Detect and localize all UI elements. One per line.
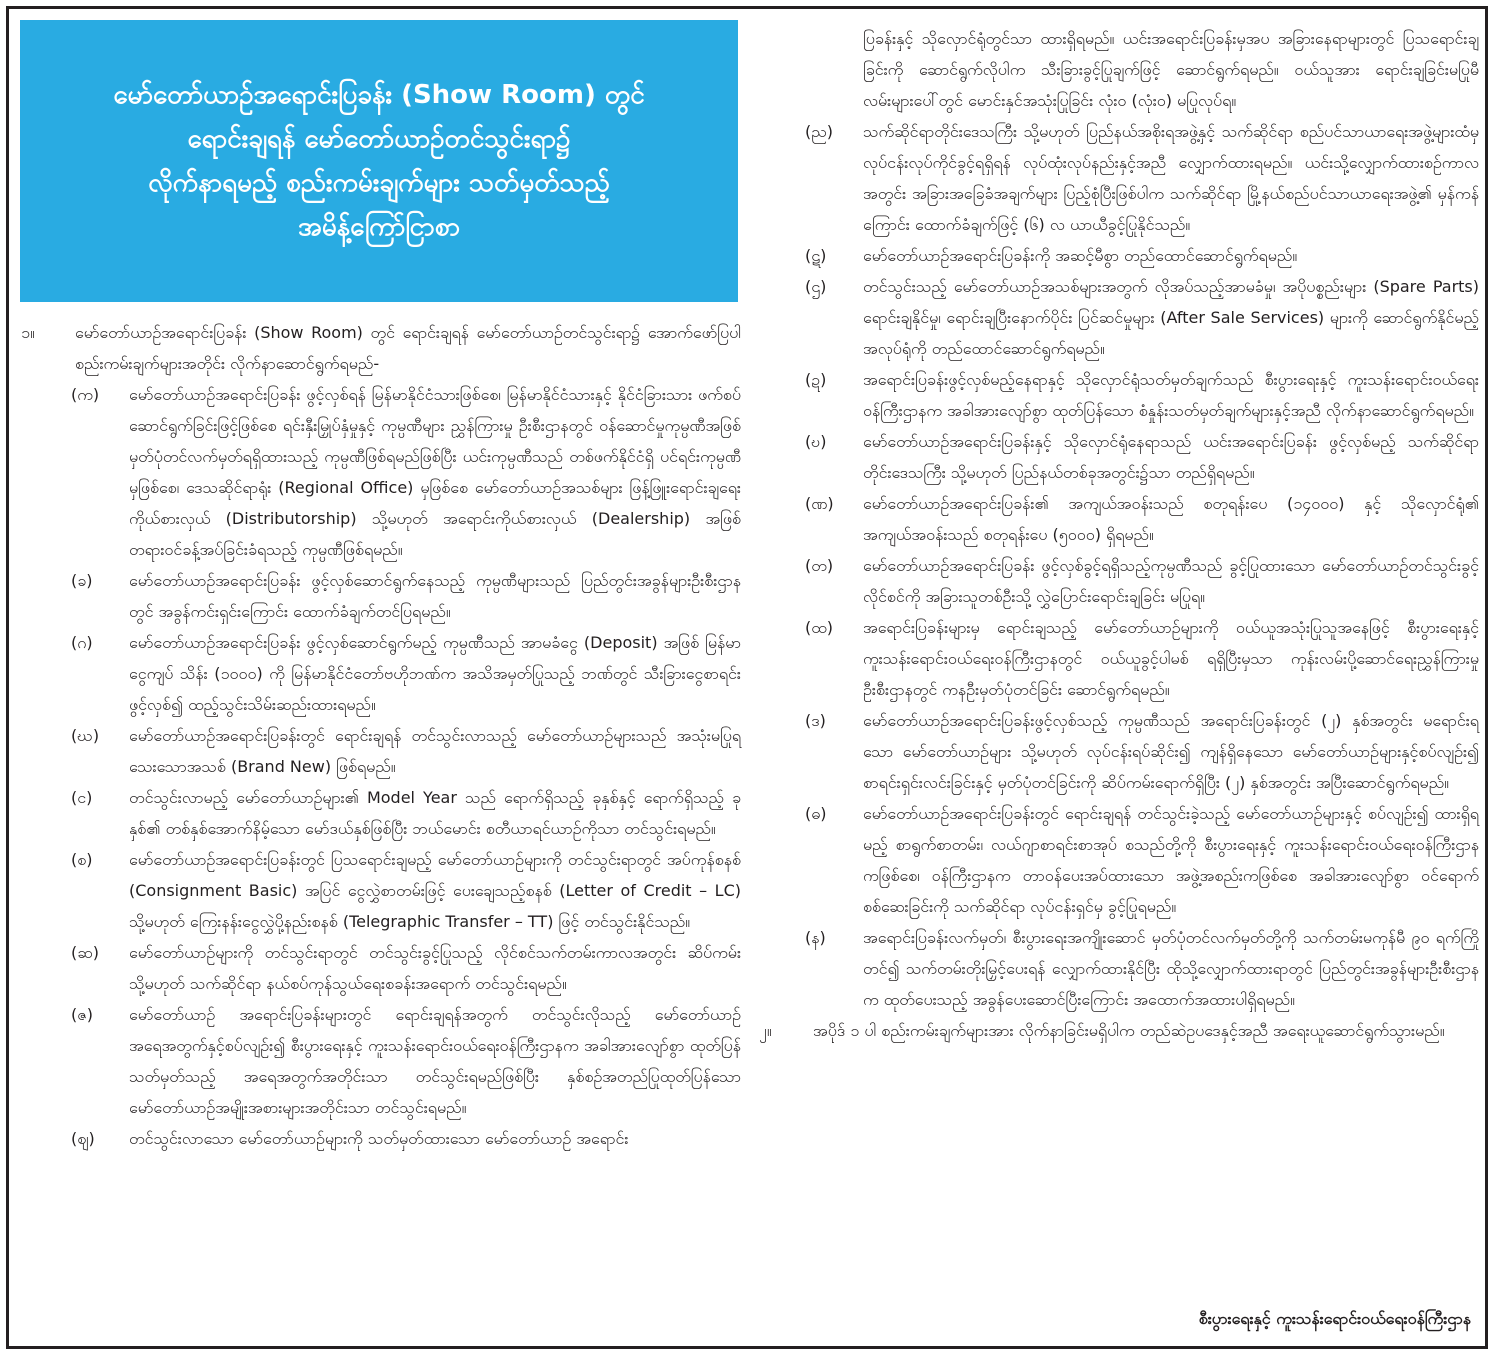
clause-number: (ဓ) [805,804,827,823]
clause-ttha [759,271,1479,364]
paragraph-number: ၂။ [759,1021,772,1040]
paragraph-1 [21,317,741,379]
clause-text: မော်တော်ယာဉ်အရောင်းပြခန်း ဖွင့်လှစ်ခွင့်ရရှိသည့်ကုမ္ပဏီသည် ခွင့်ပြုထားသော မော်တော်ယာဉ်တင်သွင်းခွင့်လိုင်စင်ကို အခြားသူတစ်ဦးသို့ လွှဲပြောင်းရောင်းချခြင်း မပြုရ။ [863,556,1479,606]
clause-number: (ဎ) [805,432,827,451]
clause-dha [759,798,1479,922]
clause-text: တင်သွင်းသည့် မော်တော်ယာဉ်အသစ်များအတွက် လိုအပ်သည့်အာမခံမှု၊ အပိုပစ္စည်းများ (Spare Parts) ရောင်းချနိုင်မှု၊ ရောင်းချပြီးနောက်ပိုင်း ပြင်ဆင်မှုများ (After Sale Services) များကို ဆောင်ရွက်နိုင်မည့် အလုပ်ရုံကို တည်ထောင်ဆောင်ရွက်ရမည်။ [863,277,1479,358]
clause-number: (စ) [71,850,93,869]
clause-text: မော်တော်ယာဉ်အရောင်းပြခန်း ဖွင့်လှစ်ရန် မြန်မာနိုင်ငံသားဖြစ်စေ၊ မြန်မာနိုင်ငံသားနှင့် နိုင်ငံခြားသား ဖက်စပ်ဆောင်ရွက်ခြင်းဖြင့်ဖြစ်စေ ရင်းနှီးမြှုပ်နှံမှုနှင့် ကုမ္ပဏီများ ညွှန်ကြားမှု ဦးစီးဌာနတွင် ဝန်ဆောင်မှုကုမ္ပဏီအဖြစ် မှတ်ပုံတင်လက်မှတ်ရရှိထားသည့် ကုမ္ပဏီဖြစ်ရမည်ဖြစ်ပြီး ယင်းကုမ္ပဏီသည် တစ်ဖက်နိုင်ငံရှိ ပင်ရင်းကုမ္ပဏီမှဖြစ်စေ၊ ဒေသဆိုင်ရာရုံး (Regional Office) မှဖြစ်စေ မော်တော်ယာဉ်အသစ်များ ဖြန့်ဖြူးရောင်းချရေး ကိုယ်စားလှယ် (Distributorship) သို့မဟုတ် အရောင်းကိုယ်စားလှယ် (Dealership) အဖြစ် တရားဝင်ခန့်အပ်ခြင်းခံရသည့် ကုမ္ပဏီဖြစ်ရမည်။ [129,385,741,559]
paragraph-text: အပိုဒ် ၁ ပါ စည်းကမ်းချက်များအား လိုက်နာခြင်းမရှိပါက တည်ဆဲဥပဒေနှင့်အညီ အရေးယူဆောင်ရွက်သွားမည်။ [813,1021,1445,1040]
clause-number: (ဏ) [805,494,834,513]
title-line: အမိန့်ကြော်ငြာစာ [297,212,461,243]
clause-number: (တ) [805,556,834,575]
clause-tta [759,240,1479,271]
clause-da [759,705,1479,798]
clause-ddha [759,426,1479,488]
clause-nna [759,488,1479,550]
clause-text: မော်တော်ယာဉ်အရောင်းပြခန်းတွင် ရောင်းချရန် တင်သွင်းခဲ့သည့် မော်တော်ယာဉ်များနှင့် စပ်လျဉ်း၍ ထားရှိရမည့် စာရွက်စာတမ်း၊ လယ်ဂျာစာရင်းစာအုပ် စသည်တို့ကို စီးပွားရေးနှင့် ကူးသန်းရောင်းဝယ်ရေးဝန်ကြီးဌာနကဖြစ်စေ၊ ဝန်ကြီးဌာနက တာဝန်ပေးအပ်ထားသော အဖွဲ့အစည်းကဖြစ်စေ အခါအားလျော်စွာ ဝင်ရောက်စစ်ဆေးခြင်းကို သက်ဆိုင်ရာ လုပ်ငန်းရှင်မှ ခွင့်ပြုရမည်။ [863,804,1479,916]
clause-nya [759,116,1479,240]
clause-text: မော်တော်ယာဉ်အရောင်းပြခန်းတွင် ရောင်းချရန် တင်သွင်းလာသည့် မော်တော်ယာဉ်များသည် အသုံးမပြုရသေးသောအသစ် (Brand New) ဖြစ်ရမည်။ [129,726,741,776]
clause-ka [21,379,741,565]
paragraph-number: ၁။ [21,323,35,342]
clause-text: မော်တော်ယာဉ်အရောင်းပြခန်းတွင် ပြသရောင်းချမည့် မော်တော်ယာဉ်များကို တင်သွင်းရာတွင် အပ်ကုန်စနစ် (Consignment Basic) အပြင် ငွေလွှဲစာတမ်းဖြင့် ပေးချေသည့်စနစ် (Letter of Credit – LC) သို့မဟုတ် ကြေးနန်းငွေလွှဲပို့နည်းစနစ် (Telegraphic Transfer – TT) ဖြင့် တင်သွင်းနိုင်သည်။ [129,850,741,931]
clause-zha [21,1123,741,1154]
clause-continuation: ပြခန်းနှင့် သိုလှောင်ရုံတွင်သာ ထားရှိရမည်။ ယင်းအရောင်းပြခန်းမှအပ အခြားနေရာများတွင် ပြသရောင်းချခြင်းကို ဆောင်ရွက်လိုပါက သီးခြားခွင့်ပြုချက်ဖြင့် ဆောင်ရွက်ရမည်။ ဝယ်သူအား ရောင်းချခြင်းမပြုမီ လမ်းများပေါ်တွင် မောင်းနှင်အသုံးပြုခြင်း လုံးဝ (လုံးဝ) မပြုလုပ်ရ။ [863,29,1479,110]
right-column [759,23,1479,1046]
clause-number: (ည) [805,122,833,141]
clause-text: တင်သွင်းလာသော မော်တော်ယာဉ်များကို သတ်မှတ်ထားသော မော်တော်ယာဉ် အရောင်း [129,1129,629,1148]
clause-number: (ဇ) [71,1005,93,1024]
clause-nga [21,782,741,844]
clause-text: မော်တော်ယာဉ်အရောင်းပြခန်းဖွင့်လှစ်သည့် ကုမ္ပဏီသည် အရောင်းပြခန်းတွင် (၂) နှစ်အတွင်း မရောင်းရသော မော်တော်ယာဉ်များ သို့မဟုတ် လုပ်ငန်းရပ်ဆိုင်း၍ ကျန်ရှိနေသော မော်တော်ယာဉ်များနှင့်စပ်လျဉ်း၍ စာရင်းရှင်းလင်းခြင်းနှင့် မှတ်ပုံတင်ခြင်းကို ဆိပ်ကမ်းရောက်ရှိပြီး (၂) နှစ်အတွင်း အပြီးဆောင်ရွက်ရမည်။ [863,711,1479,792]
clause-number: (ဍ) [805,370,827,389]
clause-number: (င) [71,788,93,807]
clause-text: မော်တော်ယာဉ်အရောင်းပြခန်းနှင့် သိုလှောင်ရုံနေရာသည် ယင်းအရောင်းပြခန်း ဖွင့်လှစ်မည့် သက်ဆိုင်ရာတိုင်းဒေသကြီး သို့မဟုတ် ပြည်နယ်တစ်ခုအတွင်း၌သာ တည်ရှိရမည်။ [863,432,1479,482]
paragraph-2 [759,1015,1479,1046]
clause-number: (ဋ) [805,246,827,265]
left-column [21,317,741,1154]
title-line: ရောင်းချရန် မော်တော်ယာဉ်တင်သွင်းရာ၌ [187,123,571,154]
clause-text: အရောင်းပြခန်းလက်မှတ်၊ စီးပွားရေးအကျိုးဆောင် မှတ်ပုံတင်လက်မှတ်တို့ကို သက်တမ်းမကုန်မီ ၉၀ ရက်ကြိုတင်၍ သက်တမ်းတိုးမြှင့်ပေးရန် လျှောက်ထားနိုင်ပြီး ထိုသို့လျှောက်ထားရာတွင် ပြည်တွင်းအခွန်များဦးစီးဌာနက ထုတ်ပေးသည့် အခွန်ပေးဆောင်ပြီးကြောင်း အထောက်အထားပါရှိရမည်။ [863,928,1479,1009]
clause-text: အရောင်းပြခန်းများမှ ရောင်းချသည့် မော်တော်ယာဉ်များကို ဝယ်ယူအသုံးပြုသူအနေဖြင့် စီးပွားရေးနှင့် ကူးသန်းရောင်းဝယ်ရေးဝန်ကြီးဌာနတွင် ဝယ်ယူခွင့်ပါမစ် ရရှိပြီးမှသာ ကုန်းလမ်းပို့ဆောင်ရေးညွှန်ကြားမှုဦးစီးဌာနတွင် ကနဦးမှတ်ပုံတင်ခြင်း ဆောင်ရွက်ရမည်။ [863,618,1479,699]
clause-text: တင်သွင်းလာမည့် မော်တော်ယာဉ်များ၏ Model Year သည် ရောက်ရှိသည့် ခုနှစ်နှင့် ရောက်ရှိသည့် ခုနှစ်၏ တစ်နှစ်အောက်နိမ့်သော မော်ဒယ်နှစ်ဖြစ်ပြီး ဘယ်မောင်း စတီယာရင်ယာဉ်ကိုသာ တင်သွင်းရမည်။ [129,788,741,838]
clause-sa [21,844,741,937]
clause-number: (ခ) [71,571,93,590]
clause-ga [21,627,741,720]
paragraph-text: မော်တော်ယာဉ်အရောင်းပြခန်း (Show Room) တွင် ရောင်းချရန် မော်တော်ယာဉ်တင်သွင်းရာ၌ အောက်ဖော်ပြပါ စည်းကမ်းချက်များအတိုင်း လိုက်နာဆောင်ရွက်ရမည်- [75,323,741,373]
title-line: လိုက်နာရမည့် စည်းကမ်းချက်များ သတ်မှတ်သည့် [148,168,610,198]
clause-hta [759,612,1479,705]
clause-text: မော်တော်ယာဉ်များကို တင်သွင်းရာတွင် တင်သွင်းခွင့်ပြုသည့် လိုင်စင်သက်တမ်းကာလအတွင်း ဆိပ်ကမ်း သို့မဟုတ် သက်ဆိုင်ရာ နယ်စပ်ကုန်သွယ်ရေးစခန်းအရောက် တင်သွင်းရမည်။ [129,943,741,993]
clause-number: (ဌ) [805,277,827,296]
clause-text: မော်တော်ယာဉ်အရောင်းပြခန်းကို အဆင့်မီစွာ တည်ထောင်ဆောင်ရွက်ရမည်။ [863,246,1298,265]
clause-text: အရောင်းပြခန်းဖွင့်လှစ်မည့်နေရာနှင့် သိုလှောင်ရုံသတ်မှတ်ချက်သည် စီးပွားရေးနှင့် ကူးသန်းရောင်းဝယ်ရေးဝန်ကြီးဌာနက အခါအားလျော်စွာ ထုတ်ပြန်သော စံနှုန်းသတ်မှတ်ချက်များနှင့်အညီ လိုက်နာဆောင်ရွက်ရမည်။ [863,370,1479,420]
clause-number: (ဃ) [71,726,100,745]
clause-text: မော်တော်ယာဉ်အရောင်းပြခန်း ဖွင့်လှစ်ဆောင်ရွက်နေသည့် ကုမ္ပဏီများသည် ပြည်တွင်းအခွန်များဦးစီးဌာနတွင် အခွန်ကင်းရှင်းကြောင်း ထောက်ခံချက်တင်ပြရမည်။ [129,571,741,621]
clause-number: (ဈ) [71,1129,95,1148]
clause-number: (ဂ) [71,633,93,652]
issuing-ministry: စီးပွားရေးနှင့် ကူးသန်းရောင်းဝယ်ရေးဝန်ကြီးဌာန [1198,1309,1471,1328]
clause-text: မော်တော်ယာဉ် အရောင်းပြခန်းများတွင် ရောင်းချရန်အတွက် တင်သွင်းလိုသည့် မော်တော်ယာဉ်အရေအတွက်နှင့်စပ်လျဉ်း၍ စီးပွားရေးနှင့် ကူးသန်းရောင်းဝယ်ရေးဝန်ကြီးဌာနက အခါအားလျော်စွာ ထုတ်ပြန်သတ်မှတ်သည့် အရေအတွက်အတိုင်းသာ တင်သွင်းရမည်ဖြစ်ပြီး နှစ်စဉ်အတည်ပြုထုတ်ပြန်သော မော်တော်ယာဉ်အမျိုးအစားများအတိုင်းသာ တင်သွင်းရမည်။ [129,1005,741,1117]
clause-gha [21,720,741,782]
title-line: မော်တော်ယာဉ်အရောင်းပြခန်း (Show Room) တွင် [113,79,645,110]
clause-number: (ဆ) [71,943,99,962]
clause-text: သက်ဆိုင်ရာတိုင်းဒေသကြီး သို့မဟုတ် ပြည်နယ်အစိုးရအဖွဲ့နှင့် သက်ဆိုင်ရာ စည်ပင်သာယာရေးအဖွဲ့များထံမှ လုပ်ငန်းလုပ်ကိုင်ခွင့်ရရှိရန် လုပ်ထုံးလုပ်နည်းနှင့်အညီ လျှောက်ထားရမည်။ ယင်းသို့လျှောက်ထားစဉ်ကာလအတွင်း အခြားအခြေခံအချက်များ ပြည့်စုံပြီးဖြစ်ပါက သက်ဆိုင်ရာ မြို့နယ်စည်ပင်သာယာရေးအဖွဲ့၏ မှန်ကန်ကြောင်း ထောက်ခံချက်ဖြင့် (၆) လ ယာယီခွင့်ပြုနိုင်သည်။ [863,122,1479,234]
clause-dda [759,364,1479,426]
clause-hsa [21,937,741,999]
document-frame [6,6,1488,1349]
clause-text: မော်တော်ယာဉ်အရောင်းပြခန်း၏ အကျယ်အဝန်းသည် စတုရန်းပေ (၁၄၀၀၀) နှင့် သိုလှောင်ရုံ၏ အကျယ်အဝန်းသည် စတုရန်းပေ (၅၀၀၀) ရှိရမည်။ [863,494,1479,544]
clause-text: မော်တော်ယာဉ်အရောင်းပြခန်း ဖွင့်လှစ်ဆောင်ရွက်မည့် ကုမ္ပဏီသည် အာမခံငွေ (Deposit) အဖြစ် မြန်မာငွေကျပ် သိန်း (၁၀၀၀) ကို မြန်မာနိုင်ငံတော်ဗဟိုဘဏ်က အသိအမှတ်ပြုသည့် ဘဏ်တွင် သီးခြားငွေစာရင်းဖွင့်လှစ်၍ ထည့်သွင်းသိမ်းဆည်းထားရမည်။ [129,633,741,714]
clause-ta [759,550,1479,612]
clause-number: (က) [71,385,100,404]
clause-number: (ထ) [805,618,833,637]
clause-number: (န) [805,928,826,947]
title-banner [20,20,738,302]
clause-za [21,999,741,1123]
clause-number: (ဒ) [805,711,826,730]
clause-na [759,922,1479,1015]
clause-kha [21,565,741,627]
